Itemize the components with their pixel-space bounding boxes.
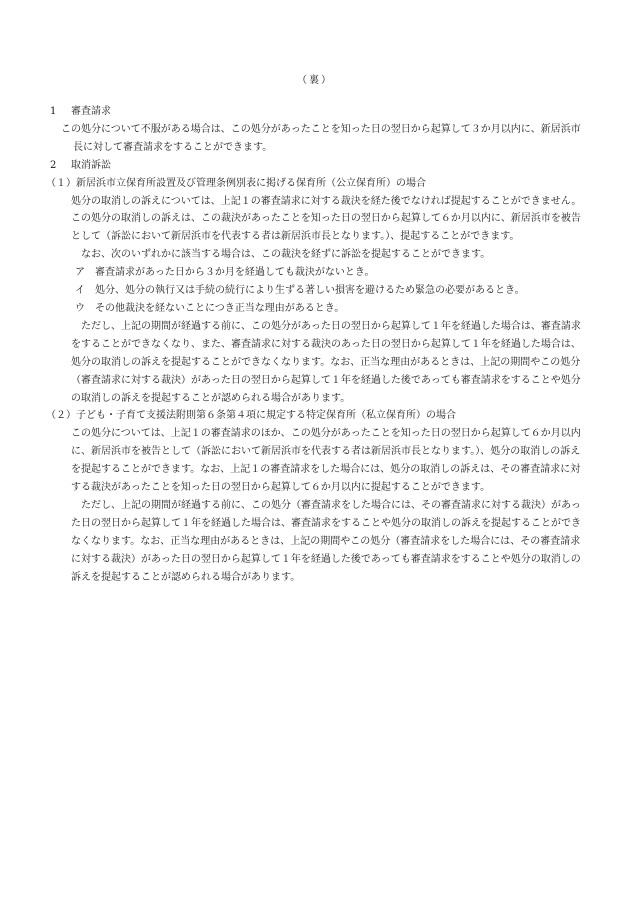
section2-number: 2 (50, 159, 57, 171)
section2-heading (50, 157, 590, 175)
page-title: （裏） (297, 75, 333, 86)
item-u-marker: ウ (75, 302, 85, 314)
item-u-text: その他裁決を経ないことにつき正当な理由があるとき。 (95, 302, 345, 314)
section1-heading-text: 審査請求 (71, 106, 111, 117)
sub1-item-a (50, 264, 590, 282)
sub1-para2: なお、次のいずれかに該当する場合は、この裁決を経ずに訴訟を提起することができます。 (81, 249, 491, 261)
sub1-heading: （１）新居浜市立保育所設置及び管理条例別表に掲げる保育所（公立保育所）の場合 (46, 177, 426, 189)
document-body (46, 103, 590, 586)
sub1-para3: ただし、上記の期間が経過する前に、この処分があった日の翌日から起算して１年を経過した場合は、審査請求をすることができなくなり、また、審査請求に対する裁決のあった日の翌日から起算して１年を経過した場合は、処分の取消しの訴えを提起することができなくなります。なお、正当な理由があるときは、上記の期間やこの処分（審査請求に対する裁決）があった日の翌日から起算して１年を経過した後であっても審査請求をすることや処分の取消しの訴えを提起することが認められる場合があります。 (71, 320, 581, 404)
sub2-para2: ただし、上記の期間が経過する前に、この処分（審査請求をした場合には、その審査請求に対する裁決）があった日の翌日から起算して１年を経過した場合は、審査請求をすることや処分の取消しの訴えを提起することができなくなります。なお、正当な理由があるときは、上記の期間やこの処分（審査請求をした場合には、その審査請求に対する裁決）があった日の翌日から起算して１年を経過した後であっても審査請求をすることや処分の取消しの訴えを提起することが認められる場合があります。 (71, 499, 581, 583)
sub1-item-i (50, 282, 590, 300)
item-i-text: 処分、処分の執行又は手続の続行により生ずる著しい損害を避けるため緊急の必要があるとき。 (95, 285, 525, 297)
item-i-marker: イ (75, 285, 85, 297)
sub1-para1: 処分の取消しの訴えについては、上記１の審査請求に対する裁決を経た後でなければ提起することができません。この処分の取消しの訴えは、この裁決があったことを知った日の翌日から起算して６か月以内に、新居浜市を被告として（訴訟において新居浜市を代表する者は新居浜市長となります。）、提起することができます。 (71, 195, 582, 243)
section1-number: 1 (50, 106, 57, 117)
sub2-para1: この処分については、上記１の審査請求のほか、この処分があったことを知った日の翌日から起算して６か月以内に、新居浜市を被告として（訴訟において新居浜市を代表する者は新居浜市長となります。）、処分の取消しの訴えを提起することができます。なお、上記１の審査請求をした場合には、処分の取消しの訴えは、その審査請求に対する裁決があったことを知った日の翌日から起算して６か月以内に提起することができます。 (71, 428, 581, 494)
sub1-item-u (50, 300, 590, 318)
item-a-text: 審査請求があった日から３か月を経過しても裁決がないとき。 (95, 267, 375, 279)
item-a-marker: ア (75, 267, 85, 279)
section2-heading-text: 取消訴訟 (71, 159, 111, 171)
sub2-heading: （２）子ども・子育て支援法附則第６条第４項に規定する特定保育所（私立保育所）の場合 (46, 410, 456, 422)
section1-body: この処分について不服がある場合は、この処分があったことを知った日の翌日から起算して３か月以内に、新居浜市長に対して審査請求をすることができます。 (61, 123, 581, 153)
section1-heading (50, 103, 590, 121)
